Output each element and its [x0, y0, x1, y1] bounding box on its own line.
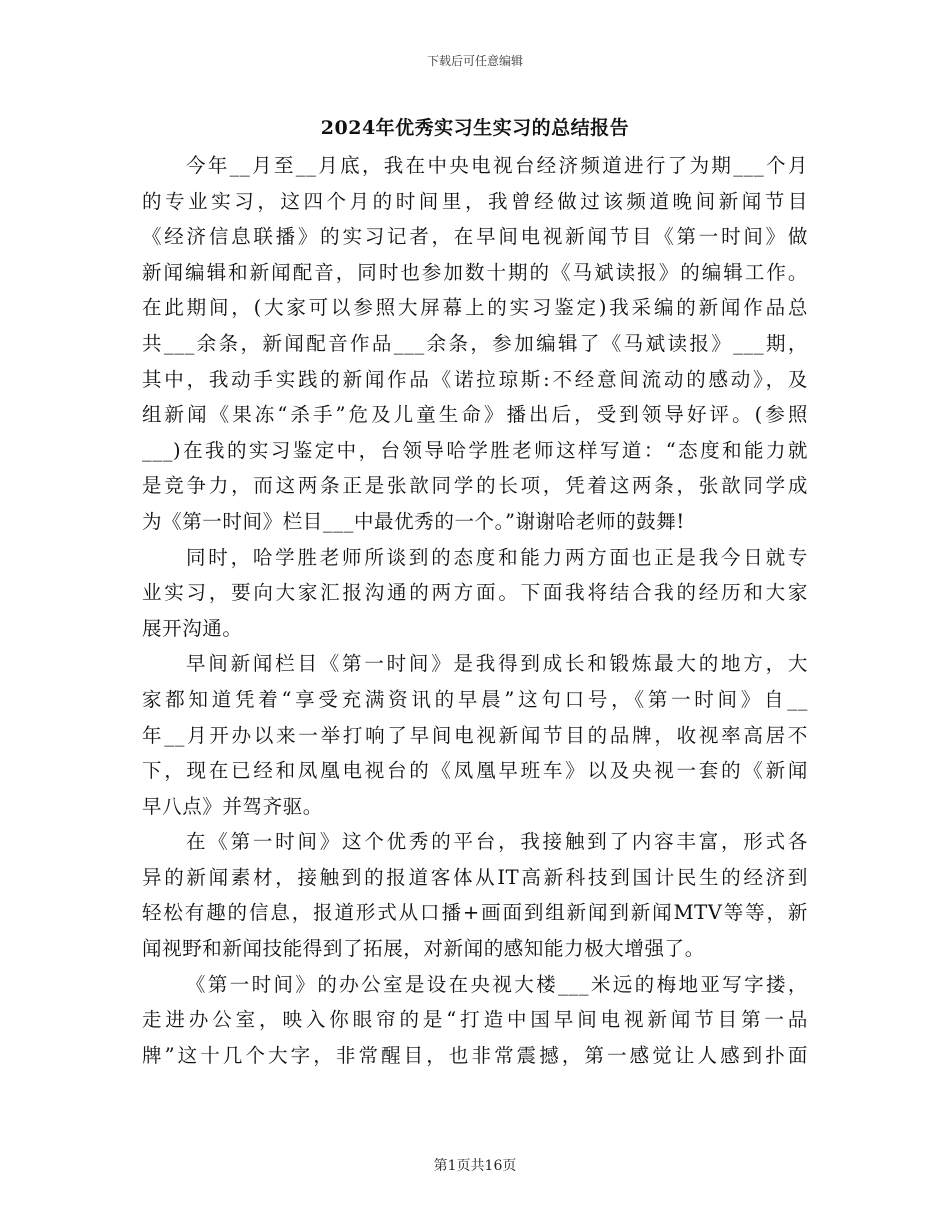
text-line: 组新闻《果冻“杀手”危及儿童生命》播出后，受到领导好评。(参照: [142, 403, 808, 427]
text-line: 新闻编辑和新闻配音，同时也参加数十期的《马斌读报》的编辑工作。: [142, 260, 808, 284]
text-line: 业实习，要向大家汇报沟通的两方面。下面我将结合我的经历和大家: [142, 581, 808, 605]
paragraph: [142, 540, 808, 647]
text-line: 其中，我动手实践的新闻作品《诺拉琼斯:不经意间流动的感动》，及: [142, 367, 808, 391]
text-line: 《第一时间》的办公室是设在央视大楼___米远的梅地亚写字搂，: [186, 972, 808, 996]
text-line: 《经济信息联播》的实习记者，在早间电视新闻节目《第一时间》做: [142, 225, 808, 249]
text-line: 轻松有趣的信息，报道形式从口播+画面到组新闻到新闻MTV等等，新: [142, 901, 808, 925]
text-line: 早八点》并驾齐驱。: [142, 794, 323, 818]
text-line: 共___余条，新闻配音作品___余条，参加编辑了《马斌读报》___期，: [142, 331, 808, 355]
page-header-note: 下载后可任意编辑: [426, 54, 523, 68]
text-line: 为《第一时间》栏目___中最优秀的一个。”谢谢哈老师的鼓舞!: [142, 509, 685, 533]
page-number-footer: 第1页共16页: [433, 1158, 517, 1174]
text-line: 是竞争力，而这两条正是张歆同学的长项，凭着这两条，张歆同学成: [142, 474, 808, 498]
text-line: 闻视野和新闻技能得到了拓展，对新闻的感知能力极大增强了。: [142, 937, 705, 961]
document-title: 2024年优秀实习生实习的总结报告: [320, 117, 630, 139]
text-line: 的专业实习，这四个月的时间里，我曾经做过该频道晚间新闻节目: [142, 189, 808, 213]
text-line: 同时，哈学胜老师所谈到的态度和能力两方面也正是我今日就专: [186, 545, 808, 569]
paragraph: [142, 967, 808, 1074]
text-line: 年__月开办以来一举打响了早间电视新闻节目的品牌，收视率高居不: [142, 723, 808, 747]
text-line: 异的新闻素材，接触到的报道客体从IT高新科技到国计民生的经济到: [142, 865, 808, 889]
text-line: 展开沟通。: [142, 616, 243, 640]
paragraph: [142, 824, 808, 966]
text-line: 走进办公室，映入你眼帘的是“打造中国早间电视新闻节目第一品: [142, 1008, 808, 1032]
text-line: 在《第一时间》这个优秀的平台，我接触到了内容丰富，形式各: [186, 830, 808, 854]
text-line: 在此期间，(大家可以参照大屏幕上的实习鉴定)我采编的新闻作品总: [142, 296, 808, 320]
text-line: 牌”这十几个大字，非常醒目，也非常震撼，第一感觉让人感到扑面: [142, 1043, 808, 1067]
text-line: 家都知道凭着“享受充满资讯的早晨”这句口号，《第一时间》自__: [142, 687, 808, 711]
document-body: [142, 148, 808, 1073]
text-line: ___)在我的实习鉴定中，台领导哈学胜老师这样写道：“态度和能力就: [142, 438, 808, 462]
paragraph: [142, 646, 808, 824]
text-line: 今年__月至__月底，我在中央电视台经济频道进行了为期___个月: [186, 154, 808, 177]
text-line: 早间新闻栏目《第一时间》是我得到成长和锻炼最大的地方，大: [186, 652, 808, 676]
text-line: 下，现在已经和凤凰电视台的《凤凰早班车》以及央视一套的《新闻: [142, 759, 808, 783]
paragraph: [142, 148, 808, 540]
